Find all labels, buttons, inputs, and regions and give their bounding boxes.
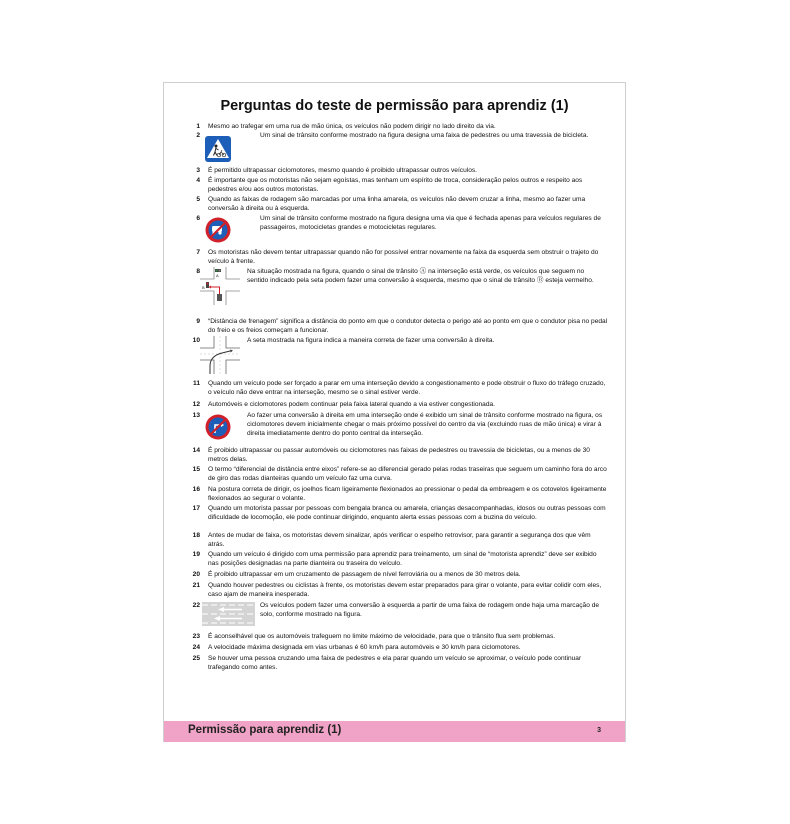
question-3 <box>188 167 608 176</box>
question-8 <box>188 268 608 295</box>
question-text: Quando um veículo é dirigido com uma permissão para aprendiz para treinamento, um sinal de “motorista aprendiz” deve ser exibido nas posições designadas na parte dianteira ou traseira do veículo. <box>208 551 597 567</box>
question-number: 25 <box>192 655 200 662</box>
svg-text:A: A <box>216 273 219 278</box>
footer-bar <box>164 721 625 742</box>
question-text: A seta mostrada na figura indica a maneira correta de fazer uma conversão à direita. <box>247 337 495 344</box>
svg-text:B: B <box>202 285 205 290</box>
question-number: 1 <box>196 123 200 130</box>
question-text: É proibido ultrapassar em um cruzamento de passagem de nível ferroviária ou a menos de 30 metros dela. <box>208 571 521 578</box>
question-14 <box>188 447 608 465</box>
question-number: 24 <box>192 644 200 651</box>
question-number: 11 <box>193 380 200 387</box>
question-number: 7 <box>196 249 200 256</box>
question-5 <box>188 196 608 214</box>
question-number: 8 <box>196 268 200 275</box>
question-18 <box>188 532 608 550</box>
question-number: 9 <box>196 318 200 325</box>
question-number: 22 <box>192 602 200 609</box>
question-9 <box>188 318 608 336</box>
question-text: Na postura correta de dirigir, os joelhos ficam ligeiramente flexionados ao pressionar o pedal da embreagem e os cotovelos ligeiramente flexionados ao segurar o volante. <box>208 486 607 502</box>
question-text: A velocidade máxima designada em vias urbanas é 60 km/h para automóveis e 30 km/h para ciclomotores. <box>208 644 521 651</box>
question-number: 2 <box>196 132 200 139</box>
road-marking-arrows-diagram <box>202 602 255 626</box>
question-number: 15 <box>192 466 200 473</box>
question-25 <box>188 655 608 673</box>
no-vehicles-prohibition-sign-icon <box>204 216 232 244</box>
question-text: Quando as faixas de rodagem são marcadas por uma linha amarela, os veículos não devem cruzar a linha, mesmo ao fazer uma conversão à direita ou à esquerda. <box>208 196 586 212</box>
question-number: 18 <box>192 532 200 539</box>
question-text: Mesmo ao trafegar em uma rua de mão única, os veículos não podem dirigir no lado direito da via. <box>208 123 496 130</box>
question-23 <box>188 633 608 642</box>
question-number: 5 <box>196 196 200 203</box>
question-text: Quando houver pedestres ou ciclistas à frente, os motoristas devem estar preparados para girar o volante, para evitar colidir com eles, caso ajam de maneira inesperada. <box>208 582 602 598</box>
question-text: O termo “diferencial de distância entre eixos” refere-se ao diferencial gerado pelas rodas traseiras que seguem um caminho fora do arco de giro das rodas dianteiras quando um veículo faz uma curva. <box>208 466 607 482</box>
question-13 <box>188 412 608 439</box>
question-2 <box>188 132 608 141</box>
question-21 <box>188 582 608 600</box>
question-text: É importante que os motoristas não sejam egoístas, mas tenham um espírito de troca, consideração pelos outros e respeito aos pedestres e/ou aos outros motoristas. <box>208 177 583 193</box>
question-24 <box>188 644 608 653</box>
question-6 <box>188 215 608 233</box>
question-12 <box>188 401 608 410</box>
question-16 <box>188 486 608 504</box>
question-text: É aconselhável que os automóveis trafeguem no limite máximo de velocidade, para que o trânsito flua sem problemas. <box>208 633 556 640</box>
question-number: 3 <box>196 167 200 174</box>
question-number: 21 <box>192 582 200 589</box>
question-text: É proibido ultrapassar ou passar automóveis ou ciclomotores nas faixas de pedestres ou travessia de bicicletas, ou a menos de 30 metros delas. <box>208 447 590 463</box>
question-text: Os veículos podem fazer uma conversão à esquerda a partir de uma faixa de rodagem onde haja uma marcação de solo, conforme mostrado na figura. <box>260 602 600 618</box>
question-1 <box>188 123 608 132</box>
question-text: “Distância de frenagem” significa a distância do ponto em que o condutor detecta o perigo até ao ponto em que o condutor pisa no pedal do freio e os freios começam a funcionar. <box>208 318 608 334</box>
question-number: 23 <box>192 633 200 640</box>
question-number: 19 <box>192 551 200 558</box>
question-number: 14 <box>192 447 200 454</box>
question-text: Um sinal de trânsito conforme mostrado na figura designa uma faixa de pedestres ou uma travessia de bicicleta. <box>260 132 589 139</box>
question-number: 13 <box>192 412 200 419</box>
question-number: 20 <box>192 571 200 578</box>
page-title: Perguntas do teste de permissão para aprendiz (1) <box>220 98 569 114</box>
question-text: Se houver uma pessoa cruzando uma faixa de pedestres e ela parar quando um veículo se aproximar, o veículo pode continuar trafegando como antes. <box>208 655 582 671</box>
question-17 <box>188 505 608 532</box>
question-text: Ao fazer uma conversão à direita em uma interseção onde é exibido um sinal de trânsito conforme mostrado na figura, os ciclomotores devem inicialmente chegar o mais próximo possível do centro da via (excluindo ruas de mão única) e virar à direita imediatamente dentro do ponto central da interseção. <box>247 412 603 437</box>
question-text: Automóveis e ciclomotores podem continuar pela faixa lateral quando a via estiver congestionada. <box>208 401 495 408</box>
question-text: É permitido ultrapassar ciclomotores, mesmo quando é proibido ultrapassar outros veículos. <box>208 167 478 174</box>
question-19 <box>188 551 608 569</box>
question-number: 4 <box>196 177 200 184</box>
question-number: 16 <box>192 486 200 493</box>
footer-label: Permissão para aprendiz (1) <box>188 724 342 736</box>
intersection-traffic-light-diagram <box>200 267 240 305</box>
document-page <box>163 82 626 742</box>
question-number: 10 <box>192 337 200 344</box>
question-text: Na situação mostrada na figura, quando o sinal de trânsito Ⓐ na interseção está verde, os veículos que seguem no sentido indicado pela seta podem fazer uma conversão à esquerda, mesmo que o sinal de trânsito Ⓑ esteja vermelho. <box>247 268 594 284</box>
question-text: Um sinal de trânsito conforme mostrado na figura designa uma via que é fechada apenas para veículos regulares de passageiros, motocicletas grandes e motocicletas regulares. <box>260 215 601 231</box>
question-text: Quando um veículo pode ser forçado a parar em uma interseção devido a congestionamento e pode obstruir o fluxo do tráfego cruzado, o veículo não deve entrar na interseção, mesmo se o sinal estiver verde. <box>208 380 606 396</box>
question-text: Os motoristas não devem tentar ultrapassar quando não for possível entrar novamente na faixa da esquerda sem obstruir o trajeto do veículo à frente. <box>208 249 599 265</box>
question-number: 6 <box>196 215 200 222</box>
question-4 <box>188 177 608 195</box>
two-step-right-turn-sign-icon <box>204 413 232 441</box>
page-number: 3 <box>597 727 601 734</box>
question-number: 17 <box>192 505 200 512</box>
question-text: Quando um motorista passar por pessoas com bengala branca ou amarela, crianças desacompanhadas, idosos ou outras pessoas com dificuldade de locomoção, ele pode continuar dirigindo, enquanto alerta essas pessoas com a buzina do veículo. <box>208 505 606 521</box>
question-11 <box>188 380 608 398</box>
question-text: Antes de mudar de faixa, os motoristas devem sinalizar, após verificar o espelho retrovisor, para garantir a segurança dos que vêm atrás. <box>208 532 591 548</box>
pedestrian-bicycle-crossing-sign-icon <box>204 135 232 163</box>
right-turn-arrow-diagram <box>200 336 240 374</box>
question-20 <box>188 571 608 580</box>
question-10 <box>188 337 608 346</box>
question-15 <box>188 466 608 484</box>
question-7 <box>188 249 608 267</box>
question-number: 12 <box>192 401 200 408</box>
